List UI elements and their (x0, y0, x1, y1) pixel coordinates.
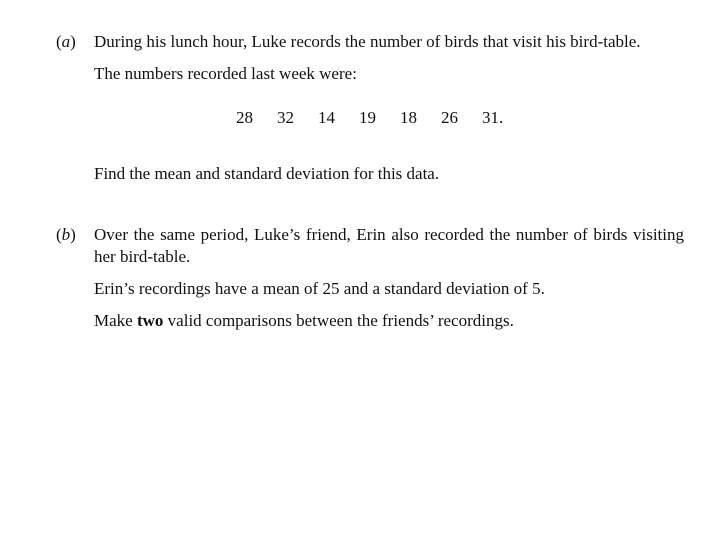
part-a-body (94, 31, 684, 185)
question-part-b (56, 224, 696, 332)
part-a-intro: During his lunch hour, Luke records the number of birds that visit his bird-table. (94, 32, 641, 51)
number-value: 32 (277, 108, 294, 127)
part-a-task: Find the mean and standard deviation for this data. (94, 164, 440, 183)
number-value: 26 (441, 108, 458, 127)
task-end: valid comparisons between the friends’ recordings. (167, 311, 514, 330)
numbers-intro: The numbers recorded last week were: (94, 64, 357, 83)
recorded-numbers (236, 107, 684, 129)
question-part-a (56, 31, 696, 185)
part-b-task (94, 310, 684, 332)
number-value: 19 (359, 108, 376, 127)
number-value: 31. (482, 108, 504, 127)
number-value: 18 (400, 108, 417, 127)
number-value: 28 (236, 108, 253, 127)
erin-stats: Erin’s recordings have a mean of 25 and a standard deviation of 5. (94, 279, 545, 298)
part-b-intro: Over the same period, Luke’s friend, Erin also recorded the number of birds visiting her bird-table. (94, 225, 684, 266)
task-emphasis: two (136, 311, 164, 330)
part-a-label: (a) (56, 32, 76, 51)
task-start: Make (94, 311, 133, 330)
part-b-body (94, 224, 684, 332)
number-value: 14 (318, 108, 335, 127)
part-b-label: (b) (56, 225, 76, 244)
